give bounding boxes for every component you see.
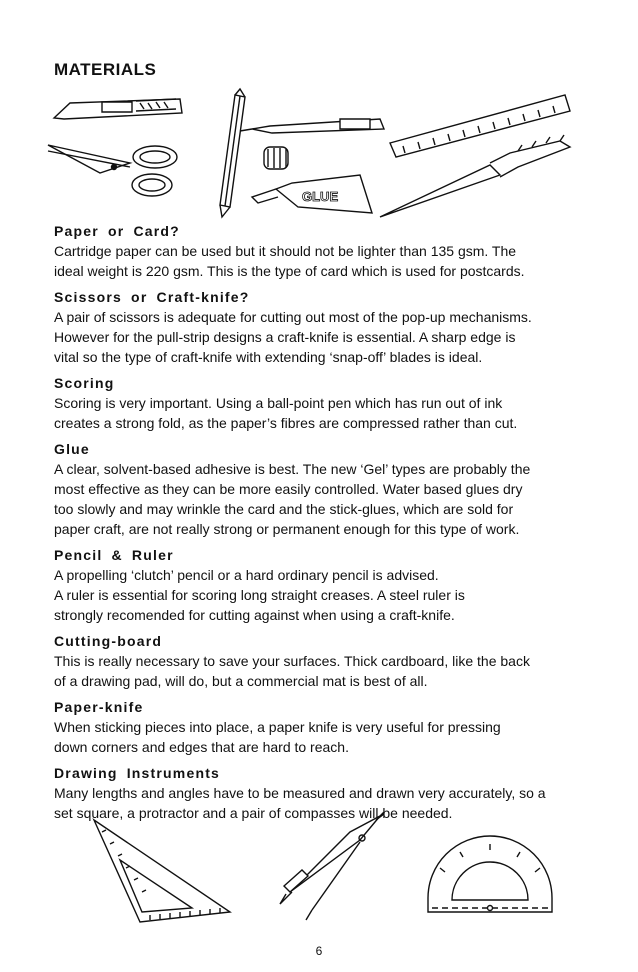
section-title: Glue <box>54 441 90 457</box>
glue-label: GLUE <box>302 189 339 204</box>
section-paper-knife <box>54 698 584 757</box>
materials-illustration <box>40 85 600 225</box>
section-text: A pair of scissors is adequate for cutting out most of the pop-up mechanisms. However for the pull-strip designs a craft-knife is essential. A sharp edge is vital so the type of craft-knife with extending ‘snap-off’ blades is ideal. <box>54 309 532 365</box>
ruler-icon <box>390 95 570 157</box>
section-title: Scoring <box>54 375 115 391</box>
section-pencil-and-ruler <box>54 546 584 625</box>
page-heading: MATERIALS <box>54 60 157 79</box>
section-scoring <box>54 374 584 433</box>
section-text: This is really necessary to save your surfaces. Thick cardboard, like the back of a drawing pad, will do, but a commercial mat is best of all. <box>54 653 530 689</box>
set-square-icon <box>94 820 230 922</box>
page-number: 6 <box>315 944 323 958</box>
section-title: Scissors or Craft-knife? <box>54 289 250 305</box>
section-text: When sticking pieces into place, a paper knife is very useful for pressing down corners and edges that are hard to reach. <box>54 719 501 755</box>
section-text: Many lengths and angles have to be measured and drawn very accurately, so a set square, a protractor and a pair of compasses will be needed. <box>54 785 546 821</box>
section-paper-or-card <box>54 222 584 281</box>
scissors-icon <box>48 145 177 196</box>
drawing-instruments-illustration <box>80 812 570 932</box>
section-title: Pencil & Ruler <box>54 547 174 563</box>
pen-icon <box>240 119 384 133</box>
section-text: A clear, solvent-based adhesive is best. The new ‘Gel’ types are probably the most effective as they can be more easily controlled. Water based glues dry too slowly and may wrinkle the card and the stick-glues, which are sold for paper craft, are not really strong or permanent enough for this type of work. <box>54 461 531 537</box>
section-text: Cartridge paper can be used but it should not be lighter than 135 gsm. The ideal weight is 220 gsm. This is the type of card which is used for postcards. <box>54 243 525 279</box>
section-title: Drawing Instruments <box>54 765 221 781</box>
section-text: A propelling ‘clutch’ pencil or a hard ordinary pencil is advised. A ruler is essential for scoring long straight creases. A steel ruler is strongly recomended for cutting against when using a craft-knife. <box>54 567 465 623</box>
craft-knife-icon <box>54 99 182 119</box>
section-title: Paper or Card? <box>54 223 180 239</box>
materials-list <box>54 222 584 830</box>
protractor-icon <box>428 836 552 912</box>
section-cutting-board <box>54 632 584 691</box>
compasses-icon <box>280 812 384 920</box>
section-text: Scoring is very important. Using a ball-point pen which has run out of ink creates a strong fold, as the paper’s fibres are compressed rather than cut. <box>54 395 518 431</box>
section-title: Cutting-board <box>54 633 163 649</box>
section-scissors-or-craft-knife <box>54 288 584 367</box>
pencil-icon <box>220 89 245 217</box>
section-title: Paper-knife <box>54 699 144 715</box>
section-glue <box>54 440 584 539</box>
glue-tube-icon <box>252 147 372 213</box>
